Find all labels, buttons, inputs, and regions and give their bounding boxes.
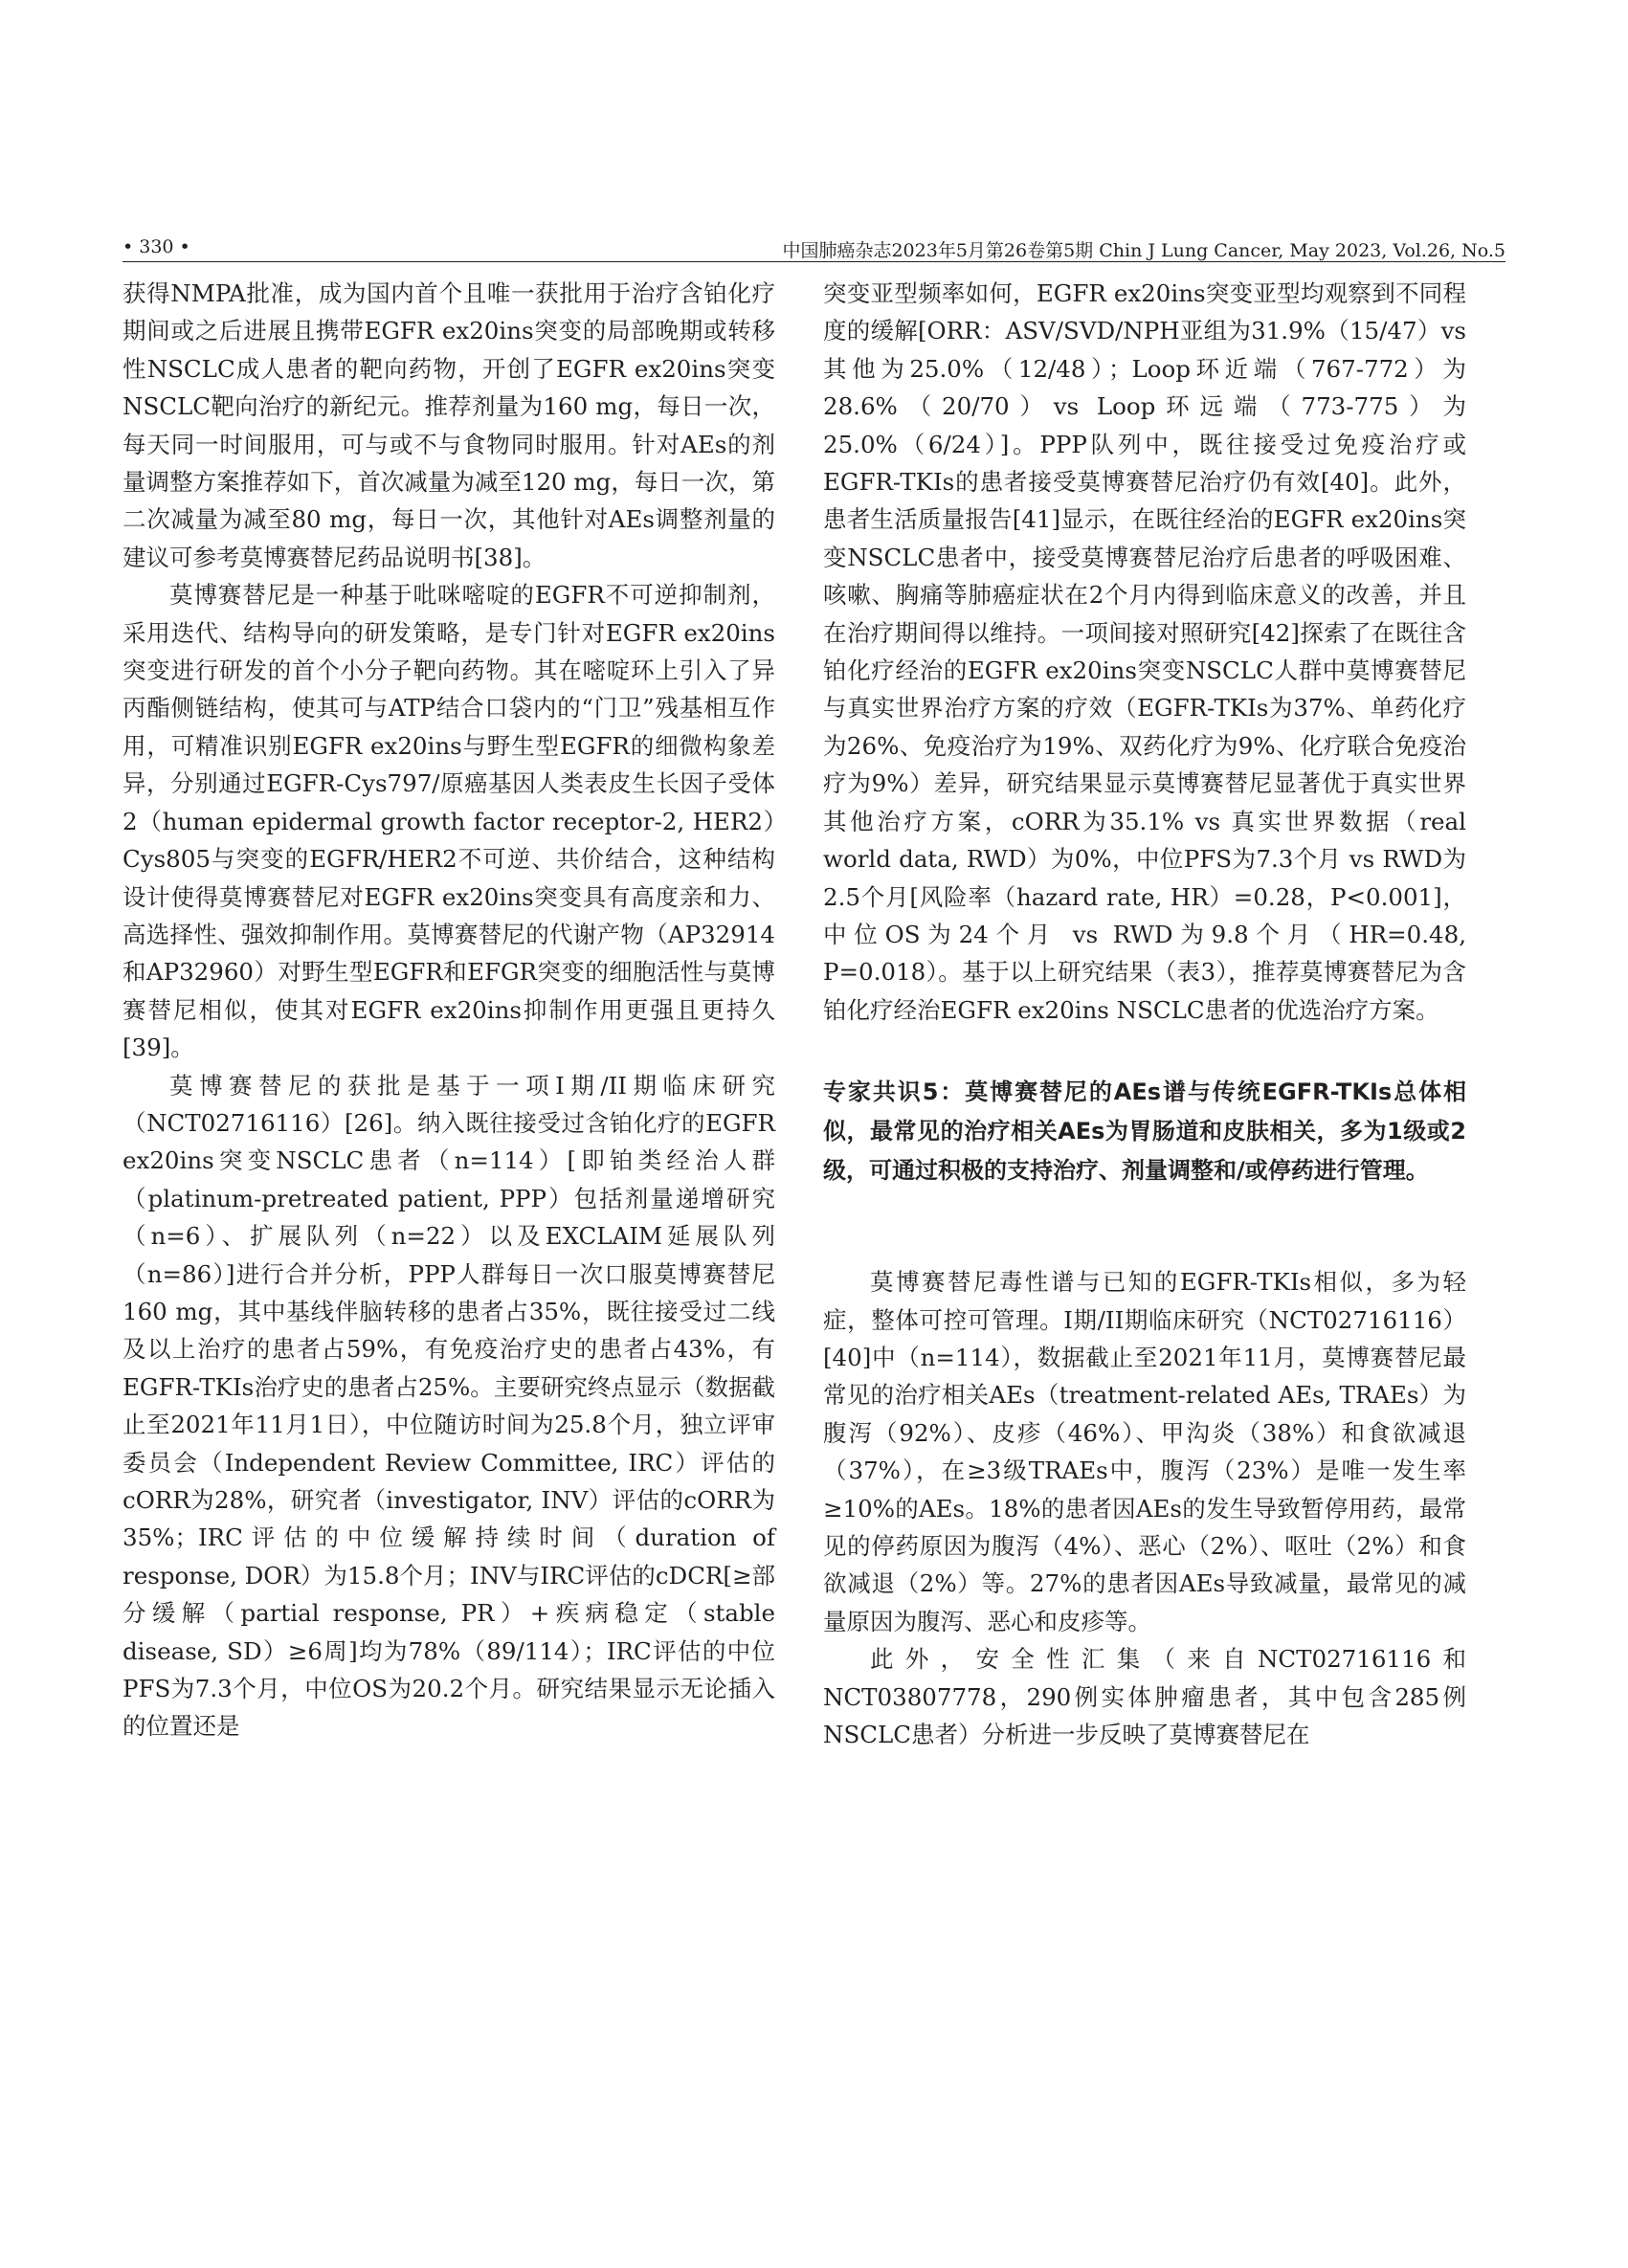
paragraph: 莫博赛替尼毒性谱与已知的EGFR-TKIs相似，多为轻症，整体可控可管理。I期/II期临床研究（NCT02716116）[40]中（n=114），数据截止至2021年11月，莫博赛替尼最常见的治疗相关AEs（treatment-related AEs, TRAEs）为腹泻（92%）、皮疹（46%）、甲沟炎（38%）和食欲减退（37%），在≥3级TRAEs中，腹泻（23%）是唯一发生率≥10%的AEs。18%的患者因AEs的发生导致暂停用药，最常见的停药原因为腹泻（4%）、恶心（2%）、呕吐（2%）和食欲减退（2%）等。27%的患者因AEs导致减量，最常见的减量原因为腹泻、恶心和皮疹等。 (823, 1268, 1466, 1635)
paragraph: 莫博赛替尼是一种基于吡咪嘧啶的EGFR不可逆抑制剂，采用迭代、结构导向的研发策略，是专门针对EGFR ex20ins突变进行研发的首个小分子靶向药物。其在嘧啶环上引入了异丙酯侧链结构，使其可与ATP结合口袋内的“门卫”残基相互作用，可精准识别EGFR ex20ins与野生型EGFR的细微构象差异，分别通过EGFR-Cys797/原癌基因人类表皮生长因子受体2（human epidermal growth factor receptor-2, HER2）Cys805与突变的EGFR/HER2不可逆、共价结合，这种结构设计使得莫博赛替尼对EGFR ex20ins突变具有高度亲和力、高选择性、强效抑制作用。莫博赛替尼的代谢产物（AP32914和AP32960）对野生型EGFR和EFGR突变的细胞活性与莫博赛替尼相似，使其对EGFR ex20ins抑制作用更强且更持久[39]。 (123, 581, 775, 1062)
left-column (123, 275, 775, 1745)
header-rule (123, 261, 1505, 262)
paragraph: 此外，安全性汇集（来自NCT02716116和NCT03807778，290例实体肿瘤患者，其中包含285例NSCLC患者）分析进一步反映了莫博赛替尼在 (823, 1645, 1466, 1748)
running-header (123, 234, 1505, 263)
right-column (823, 275, 1466, 1753)
journal-title: 中国肺癌杂志2023年5月第26卷第5期 Chin J Lung Cancer, May 2023, Vol.26, No.5 (782, 240, 1505, 261)
expert-consensus: 专家共识5：莫博赛替尼的AEs谱与传统EGFR-TKIs总体相似，最常见的治疗相关AEs为胃肠道和皮肤相关，多为1级或2级，可通过积极的支持治疗、剂量调整和/或停药进行管理。 (823, 1078, 1466, 1185)
paragraph: 获得NMPA批准，成为国内首个且唯一获批用于治疗含铂化疗期间或之后进展且携带EGFR ex20ins突变的局部晚期或转移性NSCLC成人患者的靶向药物，开创了EGFR ex20ins突变NSCLC靶向治疗的新纪元。推荐剂量为160 mg，每日一次，每天同一时间服用，可与或不与食物同时服用。针对AEs的剂量调整方案推荐如下，首次减量为减至120 mg，每日一次，第二次减量为减至80 mg，每日一次，其他针对AEs调整剂量的建议可参考莫博赛替尼药品说明书[38]。 (123, 279, 775, 571)
page-number: • 330 • (123, 236, 190, 257)
paragraph: 突变亚型频率如何，EGFR ex20ins突变亚型均观察到不同程度的缓解[ORR：ASV/SVD/NPH亚组为31.9%（15/47）vs 其他为25.0%（12/48）；Loop环近端（767-772）为28.6%（20/70）vs Loop环远端（773-775）为25.0%（6/24）]。PPP队列中，既往接受过免疫治疗或EGFR-TKIs的患者接受莫博赛替尼治疗仍有效[40]。此外，患者生活质量报告[41]显示，在既往经治的EGFR ex20ins突变NSCLC患者中，接受莫博赛替尼治疗后患者的呼吸困难、咳嗽、胸痛等肺癌症状在2个月内得到临床意义的改善，并且在治疗期间得以维持。一项间接对照研究[42]探索了在既往含铂化疗经治的EGFR ex20ins突变NSCLC人群中莫博赛替尼与真实世界治疗方案的疗效（EGFR-TKIs为37%、单药化疗为26%、免疫治疗为19%、双药化疗为9%、化疗联合免疫治疗为9%）差异，研究结果显示莫博赛替尼显著优于真实世界其他治疗方案，cORR为35.1% vs 真实世界数据（real world data, RWD）为0%，中位PFS为7.3个月 vs RWD为2.5个月[风险率（hazard rate, HR）=0.28，P<0.001]，中位OS为24个月 vs RWD为9.8个月（HR=0.48, P=0.018）。基于以上研究结果（表3），推荐莫博赛替尼为含铂化疗经治EGFR ex20ins NSCLC患者的优选治疗方案。 (823, 279, 1466, 1024)
paragraph: 莫博赛替尼的获批是基于一项I期/II期临床研究（NCT02716116）[26]。纳入既往接受过含铂化疗的EGFR ex20ins突变NSCLC患者（n=114）[即铂类经治人群（platinum-pretreated patient, PPP）包括剂量递增研究（n=6）、扩展队列（n=22）以及EXCLAIM延展队列（n=86）]进行合并分析，PPP人群每日一次口服莫博赛替尼160 mg，其中基线伴脑转移的患者占35%，既往接受过二线及以上治疗的患者占59%，有免疫治疗史的患者占43%，有EGFR-TKIs治疗史的患者占25%。主要研究终点显示（数据截止至2021年11月1日），中位随访时间为25.8个月，独立评审委员会（Independent Review Committee, IRC）评估的cORR为28%，研究者（investigator, INV）评估的cORR为35%；IRC评估的中位缓解持续时间（duration of response, DOR）为15.8个月；INV与IRC评估的cDCR[≥部分缓解（partial response, PR）+疾病稳定（stable disease, SD）≥6周]均为78%（89/114）；IRC评估的中位PFS为7.3个月，中位OS为20.2个月。研究结果显示无论插入的位置还是 (123, 1071, 775, 1741)
